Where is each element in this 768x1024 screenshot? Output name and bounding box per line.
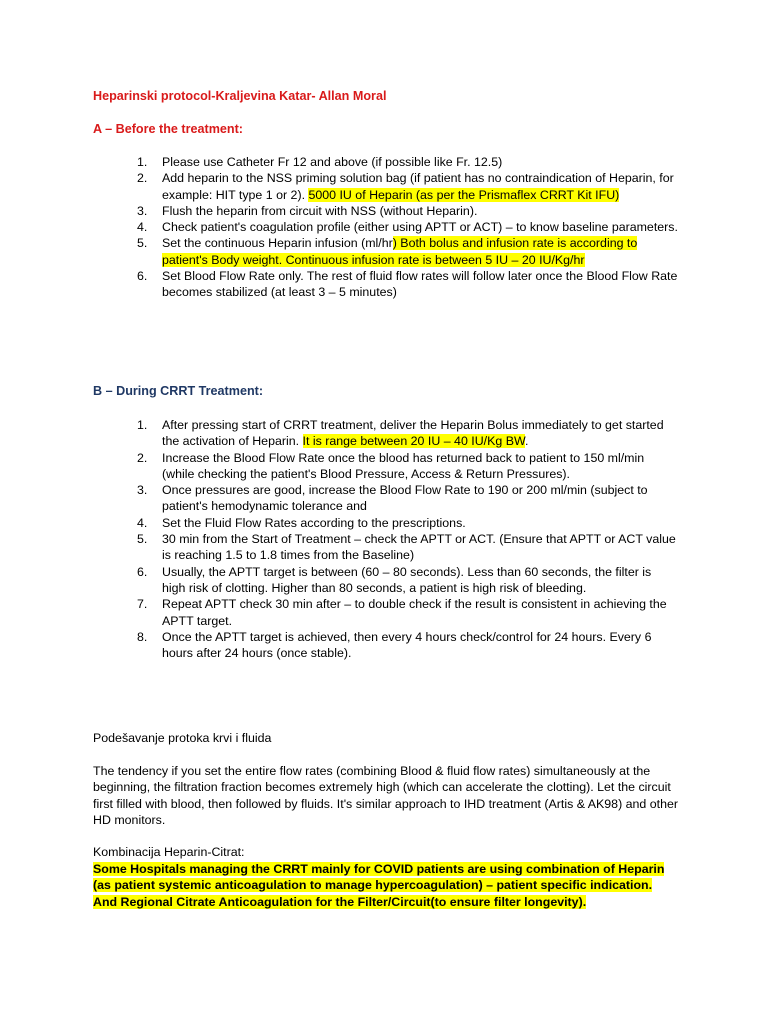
section-a-list (0, 154, 768, 301)
highlighted-text: It is range between 20 IU – 40 IU/Kg BW (302, 434, 525, 449)
section-b-heading: B – During CRRT Treatment: (93, 384, 264, 398)
item-text: Set Blood Flow Rate only. The rest of fluid flow rates will follow later once the Blood Flow Rate becomes stabilized (at least 3 – 5 minutes) (162, 269, 678, 300)
item-text: Check patient's coagulation profile (either using APTT or ACT) – to know baseline parameters. (162, 220, 678, 235)
item-text: Please use Catheter Fr 12 and above (if possible like Fr. 12.5) (162, 155, 503, 169)
list-item (0, 450, 768, 483)
list-item (0, 170, 768, 203)
item-number: 6. (137, 269, 148, 284)
list-item (0, 417, 768, 450)
item-text: Set the continuous Heparin infusion (ml/hr (162, 236, 393, 251)
item-text: Once the APTT target is achieved, then every 4 hours check/control for 24 hours. Every 6 hours after 24 hours (once stable). (162, 629, 652, 661)
item-number: 1. (137, 155, 148, 169)
list-item (0, 515, 768, 531)
item-number: 3. (137, 483, 148, 498)
highlighted-text: ) Both bolus and infusion rate is according to patient's Body weight. Continuous infusion rate is between 5 IU – 20 IU/Kg/hr (162, 236, 638, 267)
item-text: Usually, the APTT target is between (60 – 80 seconds). Less than 60 seconds, the filter is high risk of clotting. Higher than 80 seconds, a patient is high risk of bleeding. (162, 564, 652, 595)
item-number: 6. (137, 564, 148, 579)
list-item (0, 268, 768, 301)
list-item (0, 154, 768, 170)
highlighted-text: 5000 IU of Heparin (as per the Prismaflex CRRT Kit IFU) (308, 187, 620, 202)
list-item (0, 629, 768, 662)
list-item (0, 482, 768, 515)
item-text-after: . (524, 434, 529, 449)
list-item (0, 531, 768, 564)
document-title: Heparinski protocol-Kraljevina Katar- Allan Moral (93, 89, 387, 103)
list-item (0, 219, 768, 235)
item-number: 8. (137, 629, 148, 644)
flow-paragraph: The tendency if you set the entire flow rates (combining Blood & fluid flow rates) simultaneously at the beginning, the filtration fraction becomes extremely high (which can accelerate the clotting). Let the circuit first filled with blood, then followed by fluids. It's similar approach to IHD treatment (Artis & AK98) and other HD monitors. (93, 764, 678, 827)
item-number: 4. (137, 515, 148, 530)
item-text: Once pressures are good, increase the Blood Flow Rate to 190 or 200 ml/min (subject to patient's hemodynamic tolerance and (162, 483, 648, 514)
list-item (0, 564, 768, 597)
item-text: 30 min from the Start of Treatment – check the APTT or ACT. (Ensure that APTT or ACT value is reaching 1.5 to 1.8 times from the Baseline) (162, 532, 676, 563)
item-text: After pressing start of CRRT treatment, deliver the Heparin Bolus immediately to get started the activation of Heparin. (162, 418, 664, 449)
list-item (0, 203, 768, 219)
item-number: 1. (137, 418, 148, 432)
item-number: 5. (137, 236, 148, 251)
item-text: Add heparin to the NSS priming solution bag (if patient has no contraindication of Heparin, for example: HIT type 1 or 2). (162, 171, 674, 202)
section-b-list (0, 417, 768, 661)
item-text: Increase the Blood Flow Rate once the blood has returned back to patient to 150 ml/min (while checking the patient's Blood Pressure, Access & Return Pressures). (162, 450, 645, 481)
list-item (0, 235, 768, 268)
item-number: 7. (137, 597, 148, 612)
highlighted-text: Some Hospitals managing the CRRT mainly for COVID patients are using combination of Heparin (as patient systemic anticoagulation to manage hypercoagulation) – patient specific indication. And Regional Citrate Anticoagulation for the Filter/Circuit(to ensure filter longevity). (93, 862, 665, 909)
item-text: Set the Fluid Flow Rates according to the prescriptions. (162, 515, 466, 530)
item-number: 3. (137, 203, 148, 218)
combination-heading: Kombinacija Heparin-Citrat: (93, 845, 245, 859)
section-a-heading: A – Before the treatment: (93, 122, 243, 136)
item-number: 2. (137, 450, 148, 465)
list-item (0, 596, 768, 629)
item-number: 2. (137, 171, 148, 186)
item-number: 4. (137, 220, 148, 235)
combination-text (93, 861, 679, 910)
item-number: 5. (137, 532, 148, 547)
flow-subheading: Podešavanje protoka krvi i fluida (93, 731, 272, 745)
item-text: Repeat APTT check 30 min after – to double check if the result is consistent in achieving the APTT target. (162, 597, 667, 628)
item-text: Flush the heparin from circuit with NSS (without Heparin). (162, 203, 478, 218)
